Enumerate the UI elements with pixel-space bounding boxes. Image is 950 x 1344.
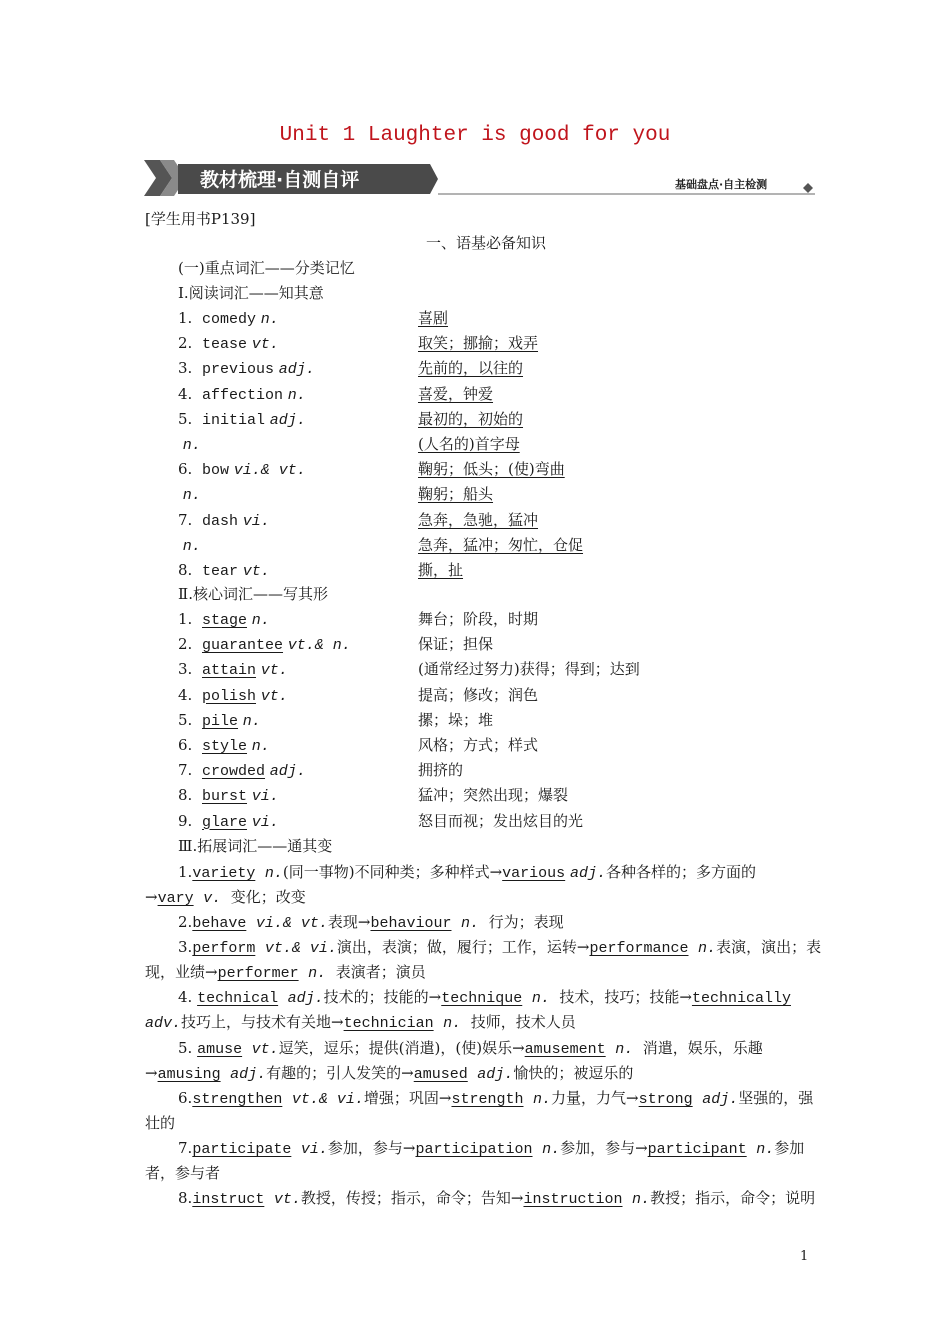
word-family-line xyxy=(145,886,306,910)
vocab-word: stage xyxy=(202,612,248,629)
text-segment: 力量，力气→ xyxy=(551,1089,639,1107)
vocab-word: initial xyxy=(202,411,266,429)
part-of-speech: n. xyxy=(251,612,270,629)
part-of-speech: vi. xyxy=(251,788,279,806)
vocab-meaning: 急奔，猛冲；匆忙，仓促 xyxy=(418,535,584,554)
derived-word: strength xyxy=(451,1091,524,1108)
item-number: 6. xyxy=(178,736,193,754)
text-segment xyxy=(522,988,532,1006)
derived-word: technical xyxy=(197,990,279,1007)
part-of-speech: n. xyxy=(632,1191,651,1208)
text-segment xyxy=(194,888,204,906)
vocab-meaning: 喜剧 xyxy=(418,309,449,327)
vocab-word: glare xyxy=(202,813,248,831)
text-segment xyxy=(255,938,265,956)
word-family-line xyxy=(178,911,564,935)
part-of-speech: n. xyxy=(264,865,283,882)
part2-heading: Ⅱ.核心词汇——写其形 xyxy=(178,585,328,603)
part-of-speech: n. xyxy=(615,1041,634,1058)
text-segment: 参加，参与→ xyxy=(327,1139,416,1157)
vocab-row xyxy=(178,684,288,708)
text-segment xyxy=(693,1089,703,1107)
derived-word: participation xyxy=(415,1141,533,1158)
text-segment: 技巧上，与技术有关地→ xyxy=(181,1013,344,1031)
item-number: 3. xyxy=(178,660,193,679)
part-of-speech: vt. xyxy=(273,1191,301,1208)
text-segment: 8. xyxy=(178,1189,193,1207)
part-of-speech: n. xyxy=(308,965,327,982)
derived-word: amusing xyxy=(157,1066,221,1083)
derived-word: instruction xyxy=(523,1191,623,1208)
banner-left-text: 教材梳理·自测自评 xyxy=(200,169,360,191)
vocab-row xyxy=(178,433,201,457)
derived-word: strong xyxy=(638,1091,693,1108)
item-number: 1. xyxy=(178,309,193,327)
text-segment: 愉快的；被逗乐的 xyxy=(513,1064,634,1082)
vocab-meaning: 最初的，初始的 xyxy=(418,409,524,428)
subsection-heading: (一)重点词汇——分类记忆 xyxy=(178,259,355,277)
part-of-speech: vi.& vt. xyxy=(233,462,306,480)
text-segment: 1. xyxy=(178,863,193,881)
vocab-meaning: 鞠躬；船头 xyxy=(418,485,494,504)
text-segment: 各种各样的；多方面的 xyxy=(605,863,756,881)
derived-word: performer xyxy=(217,965,299,982)
vocab-word: comedy xyxy=(202,311,257,328)
part-of-speech: n. xyxy=(542,1141,561,1158)
vocab-row xyxy=(178,608,270,632)
text-segment xyxy=(747,1139,757,1157)
vocab-word: guarantee xyxy=(202,637,284,655)
part-of-speech: vt. xyxy=(251,1041,279,1058)
derived-word: vary xyxy=(157,890,194,907)
word-family-line xyxy=(145,1062,633,1086)
part3-heading: Ⅲ.拓展词汇——通其变 xyxy=(178,837,333,855)
part-of-speech: vt. xyxy=(242,563,270,580)
part-of-speech: v. xyxy=(203,890,222,907)
text-segment: 2. xyxy=(178,913,193,931)
part-of-speech: vt.& n. xyxy=(287,637,351,655)
vocab-meaning: 风格；方式；样式 xyxy=(418,736,539,754)
item-number: 2. xyxy=(178,334,193,353)
part-of-speech: n. xyxy=(531,990,550,1007)
vocab-meaning: (通常经过努力)获得；得到；达到 xyxy=(418,660,640,679)
text-segment xyxy=(264,1189,274,1207)
text-segment: → xyxy=(145,888,158,906)
item-number: 7. xyxy=(178,761,193,780)
part-of-speech: n. xyxy=(182,437,201,454)
vocab-word: attain xyxy=(202,662,257,680)
vocab-row xyxy=(178,408,306,432)
vocab-row xyxy=(178,534,201,558)
vocab-meaning: 取笑；挪揄；戏弄 xyxy=(418,334,539,353)
vocab-meaning: 急奔，急驰，猛冲 xyxy=(418,510,539,529)
part-of-speech: n. xyxy=(251,738,270,755)
page-title: Unit 1 Laughter is good for you xyxy=(279,124,671,147)
vocab-word: burst xyxy=(202,788,248,806)
part1-heading: Ⅰ.阅读词汇——知其意 xyxy=(178,284,324,302)
vocab-meaning: 猛冲；突然出现；爆裂 xyxy=(418,786,569,805)
vocab-row xyxy=(178,658,288,682)
vocab-row xyxy=(178,458,306,482)
text-segment xyxy=(282,1089,292,1107)
text-segment xyxy=(255,863,265,881)
vocab-meaning: 撕，扯 xyxy=(418,561,464,579)
item-number: 4. xyxy=(178,384,193,403)
item-number: 5. xyxy=(178,710,193,729)
word-family-line xyxy=(145,1162,220,1184)
item-number: 8. xyxy=(178,561,193,579)
text-segment: 技术，技巧；技能→ xyxy=(549,988,692,1006)
part-of-speech: vi. xyxy=(251,813,279,831)
part-of-speech: adj. xyxy=(269,763,306,781)
part-of-speech: n. xyxy=(260,311,279,328)
part-of-speech: n. xyxy=(461,915,480,932)
part-of-speech: n. xyxy=(443,1015,462,1032)
part-of-speech: vt. xyxy=(251,336,279,354)
vocab-row xyxy=(178,709,261,733)
text-segment xyxy=(533,1139,543,1157)
vocab-word: tease xyxy=(202,336,248,354)
derived-word: amusement xyxy=(524,1041,606,1058)
derived-word: various xyxy=(502,865,566,882)
vocab-row xyxy=(178,559,270,583)
part-of-speech: n. xyxy=(287,386,306,404)
part-of-speech: vt.& vi. xyxy=(264,940,337,957)
text-segment: 行为；表现 xyxy=(479,913,564,931)
derived-word: instruct xyxy=(192,1191,265,1208)
text-segment xyxy=(278,988,288,1006)
vocab-meaning: 鞠躬；低头；(使)弯曲 xyxy=(418,460,565,479)
text-segment: 6. xyxy=(178,1089,193,1107)
derived-word: strengthen xyxy=(192,1091,283,1108)
derived-word: technique xyxy=(441,990,523,1007)
part-of-speech: vi. xyxy=(300,1141,328,1158)
part-of-speech: n. xyxy=(182,487,201,505)
derived-word: variety xyxy=(192,865,256,882)
vocab-row xyxy=(178,383,306,407)
part-of-speech: n. xyxy=(698,940,717,957)
item-number: 3. xyxy=(178,359,193,378)
book-reference: [学生用书P139] xyxy=(145,210,256,228)
text-segment: 参加，参与→ xyxy=(560,1139,648,1157)
text-segment: 有趣的；引人发笑的→ xyxy=(266,1064,414,1082)
text-segment xyxy=(606,1039,616,1057)
text-segment: 5. xyxy=(178,1039,198,1057)
vocab-row xyxy=(178,332,279,356)
text-segment: 表现→ xyxy=(327,913,371,931)
derived-word: behaviour xyxy=(370,915,452,932)
text-segment xyxy=(623,1189,633,1207)
text-segment xyxy=(291,1139,301,1157)
text-segment: 4. xyxy=(178,988,198,1006)
vocab-word: affection xyxy=(202,386,284,404)
vocab-row xyxy=(178,307,279,331)
text-segment: (同一事物)不同种类；多种样式→ xyxy=(282,863,503,881)
word-family-line xyxy=(178,936,821,960)
part-of-speech: adj. xyxy=(269,411,306,429)
vocab-word: tear xyxy=(202,563,239,580)
text-segment xyxy=(434,1013,444,1031)
item-number: 6. xyxy=(178,460,193,479)
text-segment: 者，参与者 xyxy=(145,1164,221,1182)
part-of-speech: adj. xyxy=(230,1066,267,1083)
vocab-row xyxy=(178,759,306,783)
part-of-speech: vt. xyxy=(260,662,288,680)
vocab-row xyxy=(178,633,351,657)
text-segment: 演出，表演；做，履行；工作，运转→ xyxy=(336,938,590,956)
vocab-row xyxy=(178,734,270,758)
text-segment: 壮的 xyxy=(145,1114,176,1132)
part-of-speech: vi.& vt. xyxy=(255,915,328,932)
word-family-line xyxy=(178,1187,815,1211)
vocab-row xyxy=(178,810,279,834)
text-segment: 逗笑，逗乐；提供(消遣)，(使)娱乐→ xyxy=(278,1039,525,1057)
banner-right-text: 基础盘点·自主检测 xyxy=(675,178,768,191)
part-of-speech: adj. xyxy=(477,1066,514,1083)
text-segment xyxy=(242,1039,252,1057)
derived-word: performance xyxy=(589,940,689,957)
vocab-meaning: 先前的，以往的 xyxy=(418,359,524,378)
text-segment: 参加 xyxy=(774,1139,805,1157)
word-family-line xyxy=(178,1037,763,1061)
part-of-speech: adj. xyxy=(702,1091,739,1108)
word-family-line xyxy=(178,1087,813,1111)
vocab-meaning: 喜爱，钟爱 xyxy=(418,384,494,403)
text-segment xyxy=(468,1064,478,1082)
vocab-word: crowded xyxy=(202,763,266,781)
text-segment xyxy=(221,1064,231,1082)
item-number: 4. xyxy=(178,685,193,704)
section-heading: 一、语基必备知识 xyxy=(426,234,547,252)
part-of-speech: vt.& vi. xyxy=(291,1091,364,1108)
vocab-meaning: 摞；垛；堆 xyxy=(418,710,494,729)
vocab-row xyxy=(178,509,270,533)
item-number: 1. xyxy=(178,610,193,628)
derived-word: perform xyxy=(192,940,256,957)
vocab-word: previous xyxy=(202,361,275,379)
item-number: 8. xyxy=(178,786,193,805)
part-of-speech: adj. xyxy=(569,865,606,882)
word-family-line xyxy=(145,961,426,985)
text-segment: 7. xyxy=(178,1139,193,1157)
vocab-meaning: 舞台；阶段，时期 xyxy=(418,610,539,628)
text-segment xyxy=(246,913,256,931)
word-family-line xyxy=(178,861,756,885)
word-family-line xyxy=(145,1011,576,1035)
derived-word: behave xyxy=(192,915,247,932)
vocab-meaning: 拥挤的 xyxy=(418,761,464,780)
text-segment: 现，业绩→ xyxy=(145,963,218,981)
derived-word: amused xyxy=(413,1066,468,1083)
text-segment: 3. xyxy=(178,938,193,956)
part-of-speech: adj. xyxy=(278,361,315,379)
vocab-word: bow xyxy=(202,462,230,480)
text-segment: 教授，传授；指示，命令；告知→ xyxy=(300,1189,524,1207)
text-segment: 技师，技术人员 xyxy=(461,1013,576,1031)
text-segment: 消遣，娱乐，乐趣 xyxy=(633,1039,763,1057)
vocab-meaning: 提高；修改；润色 xyxy=(418,685,539,704)
text-segment xyxy=(451,913,461,931)
derived-word: amuse xyxy=(197,1041,243,1058)
word-family-line xyxy=(178,1137,804,1161)
page-number: 1 xyxy=(800,1249,809,1264)
derived-word: technician xyxy=(343,1015,434,1032)
part-of-speech: n. xyxy=(533,1091,552,1108)
vocab-row xyxy=(178,357,315,381)
text-segment xyxy=(689,938,699,956)
part-of-speech: vi. xyxy=(242,512,270,530)
vocab-meaning: (人名的)首字母 xyxy=(418,435,520,453)
part-of-speech: n. xyxy=(182,537,201,555)
text-segment: 表演，演出；表 xyxy=(716,938,822,956)
vocab-word: polish xyxy=(202,687,257,705)
derived-word: technically xyxy=(691,990,791,1007)
text-segment: 表演者；演员 xyxy=(326,963,426,981)
banner-tail xyxy=(430,164,438,194)
word-family-line xyxy=(178,986,791,1010)
part-of-speech: adj. xyxy=(287,990,324,1007)
text-segment: 坚强的，强 xyxy=(738,1089,814,1107)
text-segment: 技术的；技能的→ xyxy=(323,988,442,1006)
vocab-word: style xyxy=(202,738,248,755)
item-number: 5. xyxy=(178,409,193,428)
part-of-speech: vt. xyxy=(260,687,288,705)
vocab-word: pile xyxy=(202,712,239,730)
item-number: 9. xyxy=(178,811,193,830)
item-number: 7. xyxy=(178,510,193,529)
text-segment: 变化；改变 xyxy=(221,888,306,906)
vocab-row xyxy=(178,784,279,808)
word-family-line xyxy=(145,1112,175,1134)
text-segment xyxy=(299,963,309,981)
text-segment: 增强；巩固→ xyxy=(363,1089,452,1107)
diamond-icon xyxy=(803,183,813,193)
text-segment xyxy=(523,1089,533,1107)
part-of-speech: n. xyxy=(756,1141,775,1158)
derived-word: participate xyxy=(192,1141,292,1158)
vocab-word: dash xyxy=(202,512,239,530)
section-banner xyxy=(140,158,815,198)
part-of-speech: n. xyxy=(242,712,261,730)
text-segment: → xyxy=(145,1064,158,1082)
derived-word: participant xyxy=(647,1141,747,1158)
vocab-meaning: 保证；担保 xyxy=(418,635,494,654)
part-of-speech: adv. xyxy=(145,1015,182,1032)
vocab-meaning: 怒目而视；发出炫目的光 xyxy=(418,811,584,830)
item-number: 2. xyxy=(178,635,193,654)
text-segment: 教授；指示，命令；说明 xyxy=(650,1189,816,1207)
vocab-row xyxy=(178,483,201,507)
